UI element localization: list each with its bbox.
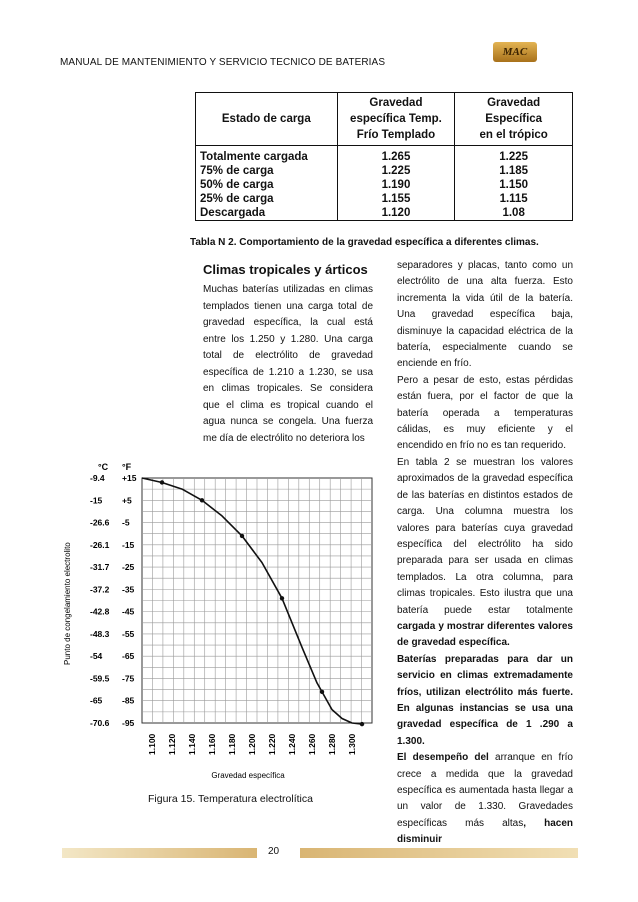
y-axis-title: Punto de congelamiento electrolito	[63, 542, 72, 665]
left-paragraph: Muchas baterías utilizadas en climas templados tienen una carga total de gravedad específica, la cual está entre los 1.250 y 1.280. Una carga total de electrólito de gravedad específica de 1.210 a 1.230, se usa en climas tropicales. Se considera que el clima es tropical cuando el agua nunca se congela. Una fuerza me día de electrólito no deteriora los	[203, 284, 373, 444]
x-tick: 1.280	[327, 733, 337, 755]
y-tick-fahrenheit: +15	[122, 473, 137, 483]
right-paragraph-4: Baterías preparadas para dar un servicio en climas extremadamente fríos, utilizan electrólito más fuerte. En algunas instancias se usa una gravedad específica de 1 .290 a 1.300.	[397, 653, 573, 747]
y-tick-fahrenheit: -85	[122, 695, 135, 706]
x-tick: 1.180	[227, 733, 237, 755]
right-paragraph-2: Pero a pesar de esto, estas pérdidas están fuera, por el factor de que la batería operada a temperaturas cálidas, es muy eficiente y el encendido en frío no es tan requerido.	[397, 374, 573, 452]
data-point	[320, 690, 324, 694]
table-header-state: Estado de carga	[196, 93, 338, 146]
figure-caption: Figura 15. Temperatura electrolítica	[148, 793, 313, 805]
x-tick: 1.160	[207, 733, 217, 755]
header-title: MANUAL DE MANTENIMIENTO Y SERVICIO TECNICO DE BATERIAS	[60, 57, 386, 68]
y-tick-fahrenheit: -65	[122, 651, 135, 662]
footer-bar-right	[300, 848, 578, 858]
right-paragraph-1: separadores y placas, tanto como un electrólito de una alta fuerza. Esto incrementa la vida útil de la batería. Una gravedad específica baja, disminuye la capacidad eléctrica de la batería, especialmente cuando se enciende en frío.	[397, 260, 573, 370]
y-tick-celsius: -59.5	[90, 673, 110, 684]
axis-unit-celsius: °C	[98, 462, 109, 472]
y-tick-fahrenheit: -45	[122, 606, 135, 617]
y-tick-celsius: -37.2	[90, 584, 110, 595]
left-column	[203, 262, 373, 447]
y-tick-fahrenheit: -55	[122, 628, 135, 639]
freezing-point-chart	[60, 460, 380, 785]
y-tick-celsius: -70.6	[90, 718, 110, 728]
x-tick: 1.100	[147, 733, 157, 755]
table-row: 25% de carga 1.155 1.115	[196, 192, 573, 206]
x-axis-title: Gravedad específica	[211, 771, 285, 780]
y-tick-fahrenheit: -5	[122, 517, 130, 528]
right-paragraph-5: El desempeño del arranque en frío crece a medida que la gravedad específica es aumentada hasta llegar a un valor de 1.330. Gravedades específicas más altas, hacen disminuir	[397, 752, 573, 846]
y-tick-celsius: -15	[90, 495, 103, 506]
right-column	[397, 258, 573, 849]
table-row: Descargada 1.120 1.08	[196, 206, 573, 221]
right-paragraph-3: En tabla 2 se muestran los valores aproximados de la gravedad específica de las baterías en distintos estados de carga. Una columna muestra los valores para baterías cuya gravedad específica del electrólito ha sido preparada para ser usada en climas templados. La otra columna, para climas tropicales. Esto ilustra que una batería puede estar totalmente cargada y mostrar diferentes valores de gravedad específica.	[397, 456, 573, 649]
y-tick-fahrenheit: -75	[122, 673, 135, 684]
x-tick: 1.140	[187, 733, 197, 755]
section-heading: Climas tropicales y árticos	[203, 262, 368, 277]
x-tick: 1.260	[307, 733, 317, 755]
specific-gravity-table	[195, 92, 573, 221]
y-tick-fahrenheit: +5	[122, 495, 132, 506]
x-tick: 1.200	[247, 733, 257, 755]
x-tick: 1.300	[347, 733, 357, 755]
table-row: 75% de carga 1.225 1.185	[196, 164, 573, 178]
y-tick-fahrenheit: -95	[122, 718, 135, 728]
table-header-tropical: Gravedad Específica en el trópico	[455, 93, 573, 146]
data-point	[280, 596, 284, 600]
y-tick-celsius: -65	[90, 695, 103, 706]
x-tick: 1.220	[267, 733, 277, 755]
axis-unit-fahrenheit: °F	[122, 462, 132, 472]
footer-bar-left	[62, 848, 257, 858]
page-number: 20	[268, 846, 280, 857]
y-tick-celsius: -31.7	[90, 562, 110, 573]
data-point	[360, 722, 364, 726]
table-row: Totalmente cargada 1.265 1.225	[196, 146, 573, 165]
table-header-temperate: Gravedad específica Temp. Frío Templado	[337, 93, 455, 146]
y-tick-fahrenheit: -15	[122, 539, 135, 550]
y-tick-celsius: -26.6	[90, 517, 110, 528]
y-tick-celsius: -9.4	[90, 473, 105, 483]
table-caption: Tabla N 2. Comportamiento de la gravedad específica a diferentes climas.	[190, 237, 539, 248]
mac-logo: MAC	[493, 42, 537, 62]
x-tick: 1.240	[287, 733, 297, 755]
data-point	[160, 480, 164, 484]
y-tick-celsius: -48.3	[90, 628, 110, 639]
y-tick-celsius: -54	[90, 651, 103, 662]
table-row: 50% de carga 1.190 1.150	[196, 178, 573, 192]
data-point	[240, 534, 244, 538]
x-tick: 1.120	[167, 733, 177, 755]
y-tick-celsius: -42.8	[90, 606, 110, 617]
data-point	[200, 498, 204, 502]
y-tick-fahrenheit: -35	[122, 584, 135, 595]
y-tick-fahrenheit: -25	[122, 562, 135, 573]
y-tick-celsius: -26.1	[90, 539, 110, 550]
